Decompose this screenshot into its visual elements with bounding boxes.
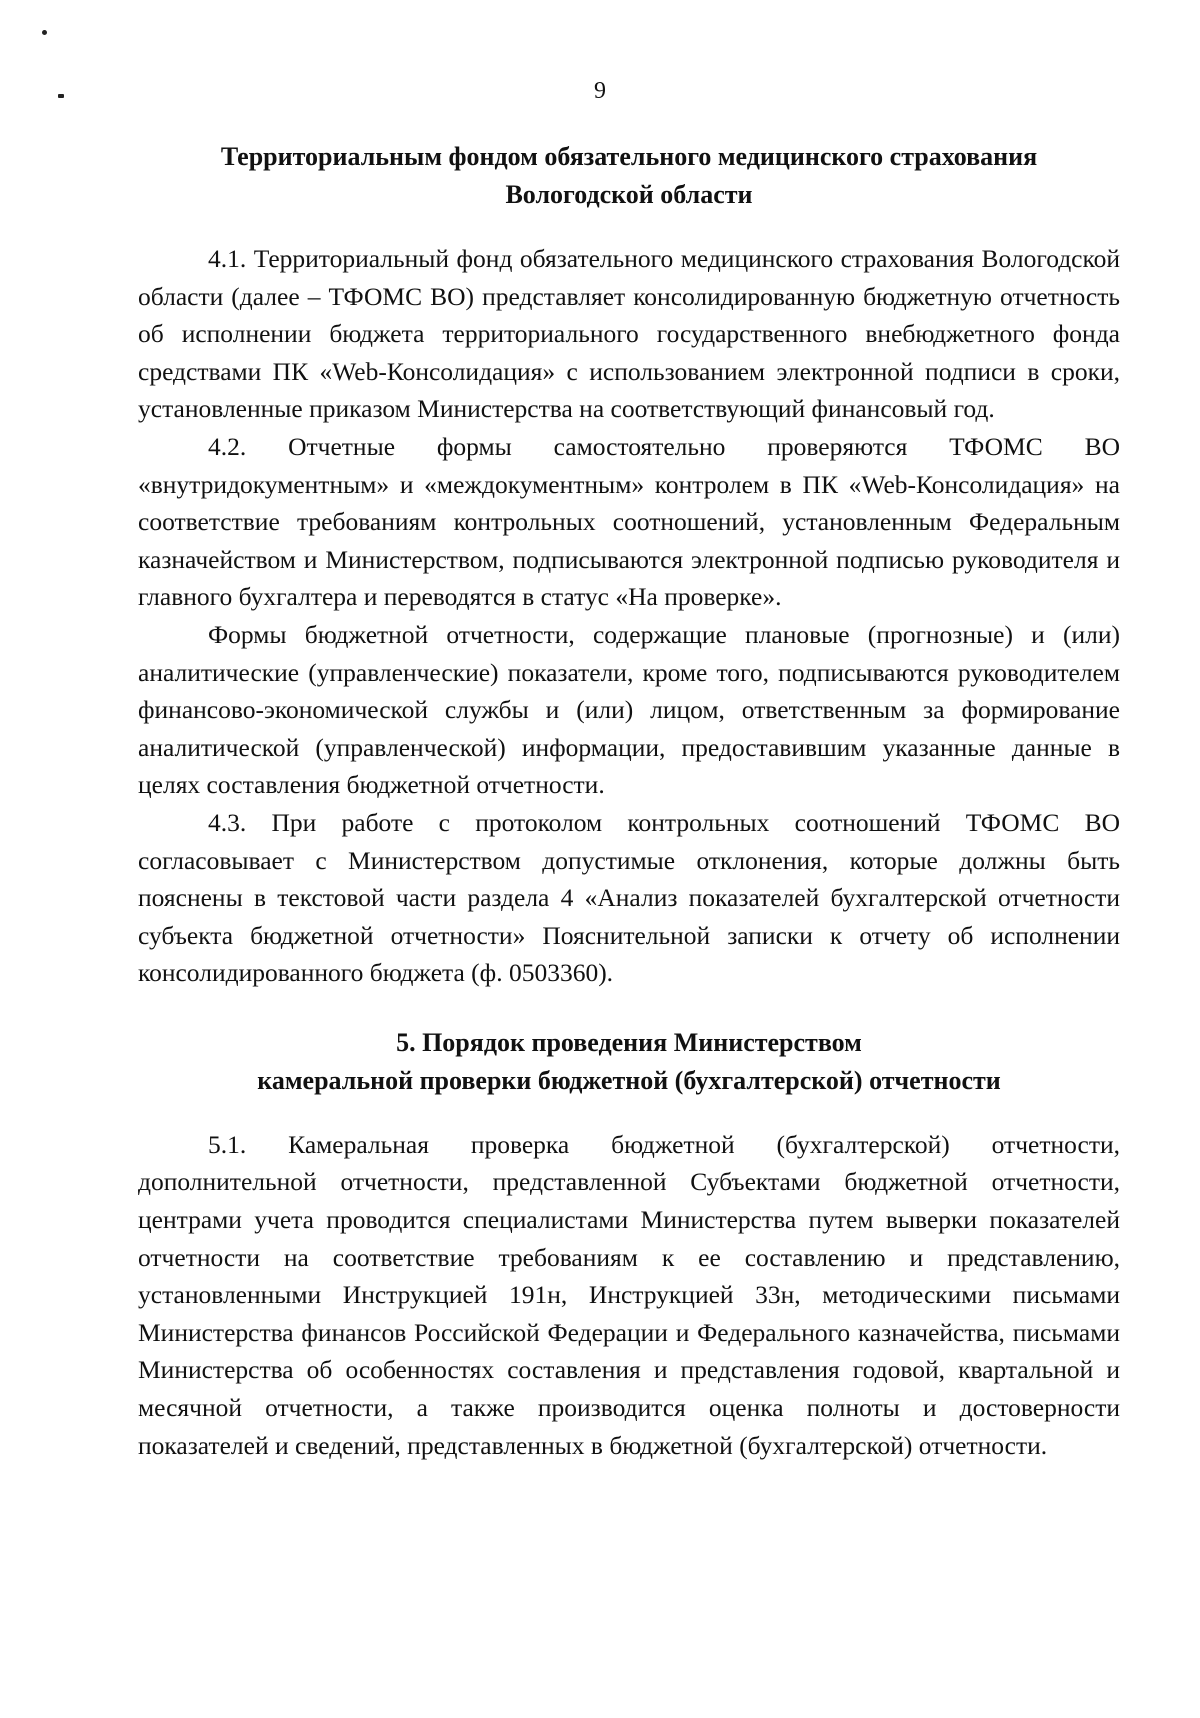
section-heading-5 <box>138 1024 1120 1100</box>
page-number: 9 <box>594 78 606 104</box>
heading-line: Территориальным фондом обязательного медицинского страхования <box>220 142 1038 171</box>
paragraph-4-1: 4.1. Территориальный фонд обязательного медицинского страхования Вологодской области (далее – ТФОМС ВО) представляет консолидированную бюджетную отчетность об исполнении бюджета территориального государственного внебюджетного фонда средствами ПК «Web-Консолидация» с использованием электронной подписи в сроки, установленные приказом Министерства на соответствующий финансовый год. <box>138 244 1120 424</box>
heading-line: Вологодской области <box>505 180 753 209</box>
paragraph-4-3: 4.3. При работе с протоколом контрольных соотношений ТФОМС ВО согласовывает с Министерством допустимые отклонения, которые должны быть пояснены в текстовой части раздела 4 «Анализ показателей бухгалтерской отчетности субъекта бюджетной отчетности» Пояснительной записки к отчету об исполнении консолидированного бюджета (ф. 0503360). <box>138 807 1120 988</box>
heading-line: камеральной проверки бюджетной (бухгалтерской) отчетности <box>257 1065 1001 1095</box>
paragraph-forms: Формы бюджетной отчетности, содержащие плановые (прогнозные) и (или) аналитические (управленческие) показатели, кроме того, подписываются руководителем финансово-экономической службы и (или) лицом, ответственным за формирование аналитической (управленческой) информации, предоставившим указанные данные в целях составления бюджетной отчетности. <box>138 619 1120 800</box>
paragraph-5-1: 5.1. Камеральная проверка бюджетной (бухгалтерской) отчетности, дополнительной отчетности, представленной Субъектами бюджетной отчетности, центрами учета проводится специалистами Министерства путем выверки показателей отчетности на соответствие требованиям к ее составлению и представлению, установленными Инструкцией 191н, Инструкцией 33н, методическими письмами Министерства финансов Российской Федерации и Федерального казначейства, письмами Министерства об особенностях составления и представления годовой, квартальной и месячной отчетности, а также производится оценка полноты и достоверности показателей и сведений, представленных в бюджетной (бухгалтерской) отчетности. <box>138 1129 1120 1460</box>
document-body <box>138 138 1120 1464</box>
section-heading-tfoms <box>138 138 1120 214</box>
paragraph-4-2: 4.2. Отчетные формы самостоятельно проверяются ТФОМС ВО «внутридокументным» и «междокументным» контролем в ПК «Web-Консолидация» на соответствие требованиям контрольных соотношений, установленным Федеральным казначейством и Министерством, подписываются электронной подписью руководителя и главного бухгалтера и переводятся в статус «На проверке». <box>138 431 1120 612</box>
scan-speck <box>42 30 47 35</box>
heading-line: 5. Порядок проведения Министерством <box>396 1027 862 1057</box>
